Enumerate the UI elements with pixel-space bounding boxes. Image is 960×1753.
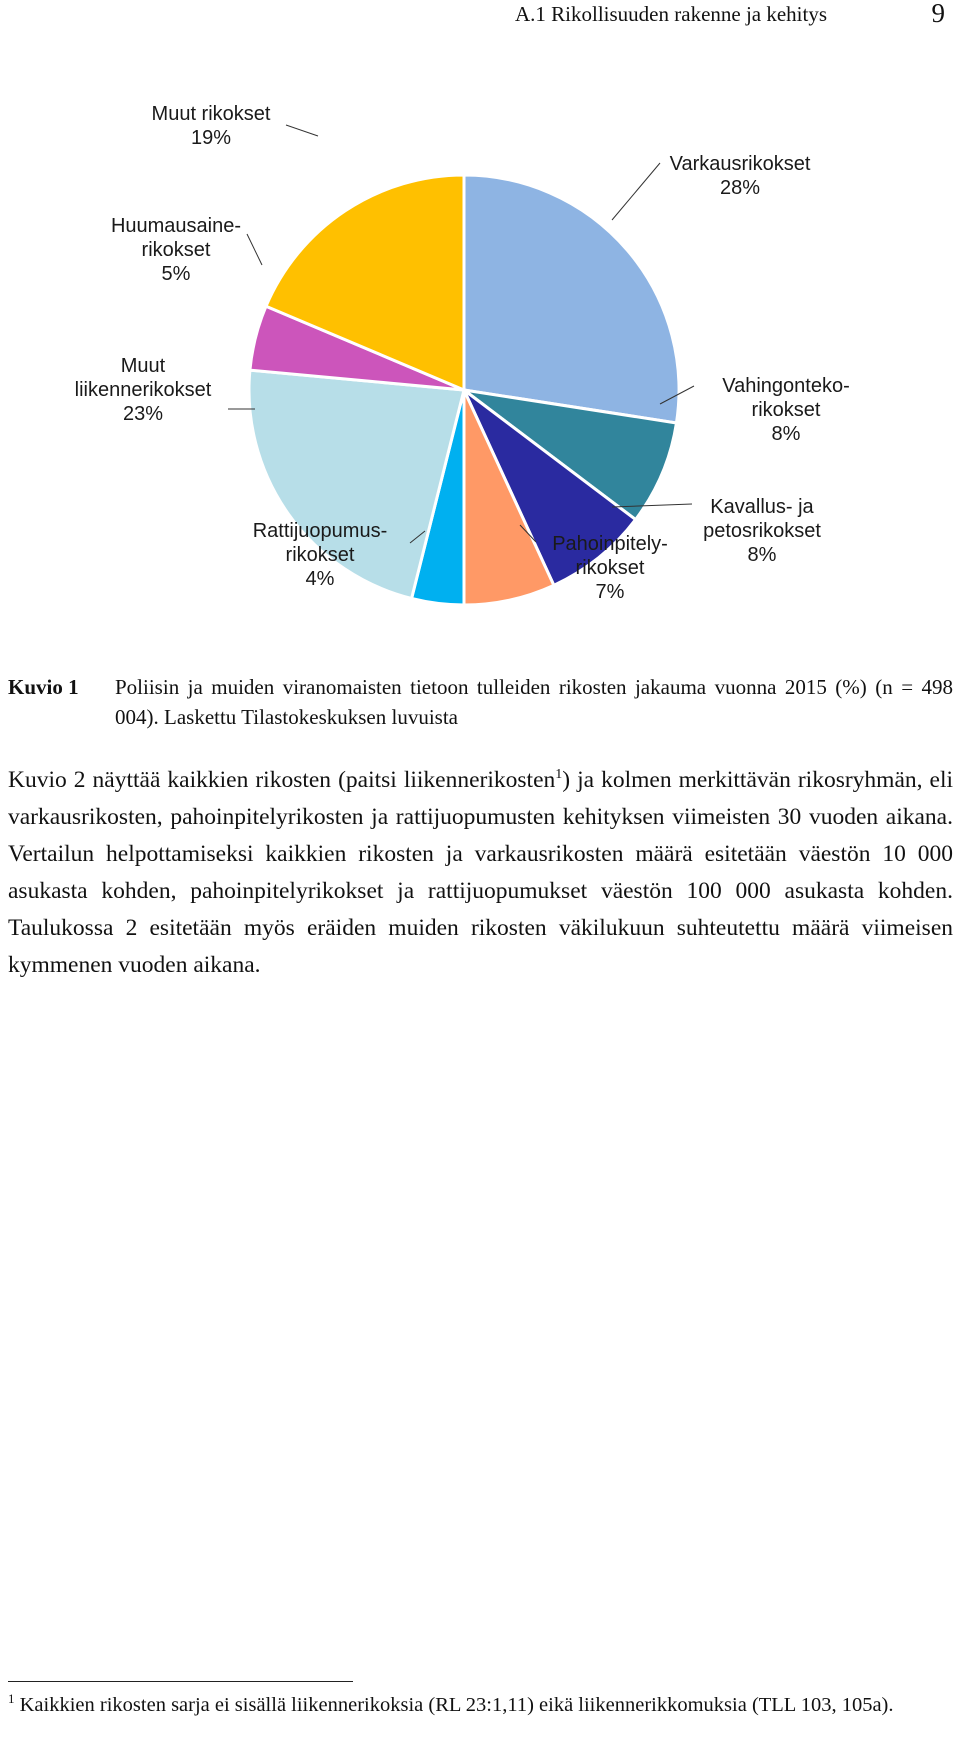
body-paragraph xyxy=(8,762,953,984)
footnote-marker: 1 xyxy=(8,1691,15,1706)
paragraph-text-rest: ) ja kolmen merkittävän rikosryhmän, eli varkausrikosten, pahoinpitelyrikosten ja rattijuopumusten kehityksen viimeisten 30 vuoden aikana. Vertailun helpottamiseksi kaikkien rikosten ja varkausrikosten määrä esitetään väestön 10 000 asukasta kohden, pahoinpitelyrikokset ja rattijuopumukset väestön 100 000 asukasta kohden. Taulukossa 2 esitetään myös eräiden muiden rikosten väkilukuun suhteutettu määrä viimeisen kymmenen vuoden aikana. xyxy=(8,767,954,978)
pie-slice xyxy=(464,175,679,423)
slice-label: Varkausrikokset 28% xyxy=(669,153,811,199)
slice-label: Muut rikokset 19% xyxy=(151,103,271,149)
figure-label: Kuvio 1 xyxy=(8,675,79,699)
crime-distribution-pie-chart xyxy=(0,70,960,630)
figure-caption-text: Poliisin ja muiden viranomaisten tietoon tulleiden rikosten jakauma vuonna 2015 (%) (n = 498 004). Laskettu Tilastokeskuksen luvuista xyxy=(115,675,953,729)
slice-leader-line xyxy=(612,163,660,220)
slice-label: Vahingonteko-rikokset 8% xyxy=(722,375,850,445)
slice-label: Pahoinpitely-rikokset 7% xyxy=(552,533,668,603)
page-number: 9 xyxy=(931,0,945,28)
footnote-text: Kaikkien rikosten sarja ei sisällä liikennerikoksia (RL 23:1,11) eikä liikennerikkomuksia (TLL 103, 105a). xyxy=(14,1694,894,1716)
slice-label: Muut liikennerikokset 23% xyxy=(74,355,212,425)
slice-leader-line xyxy=(247,234,262,265)
footnote xyxy=(8,1692,953,1719)
footnote-reference: 1 xyxy=(555,767,563,782)
running-header xyxy=(515,0,945,36)
slice-label: Huumausaine-rikokset 5% xyxy=(110,215,242,285)
section-title: A.1 Rikollisuuden rakenne ja kehitys xyxy=(515,2,828,26)
slice-label: Kavallus- ja petosrikokset 8% xyxy=(703,496,821,566)
slice-label: Rattijuopumus-rikokset 4% xyxy=(252,520,388,590)
slice-leader-line xyxy=(286,125,318,136)
footnote-divider xyxy=(8,1681,353,1682)
paragraph-text-start: Kuvio 2 näyttää kaikkien rikosten (paitsi liikennerikosten xyxy=(8,767,556,793)
